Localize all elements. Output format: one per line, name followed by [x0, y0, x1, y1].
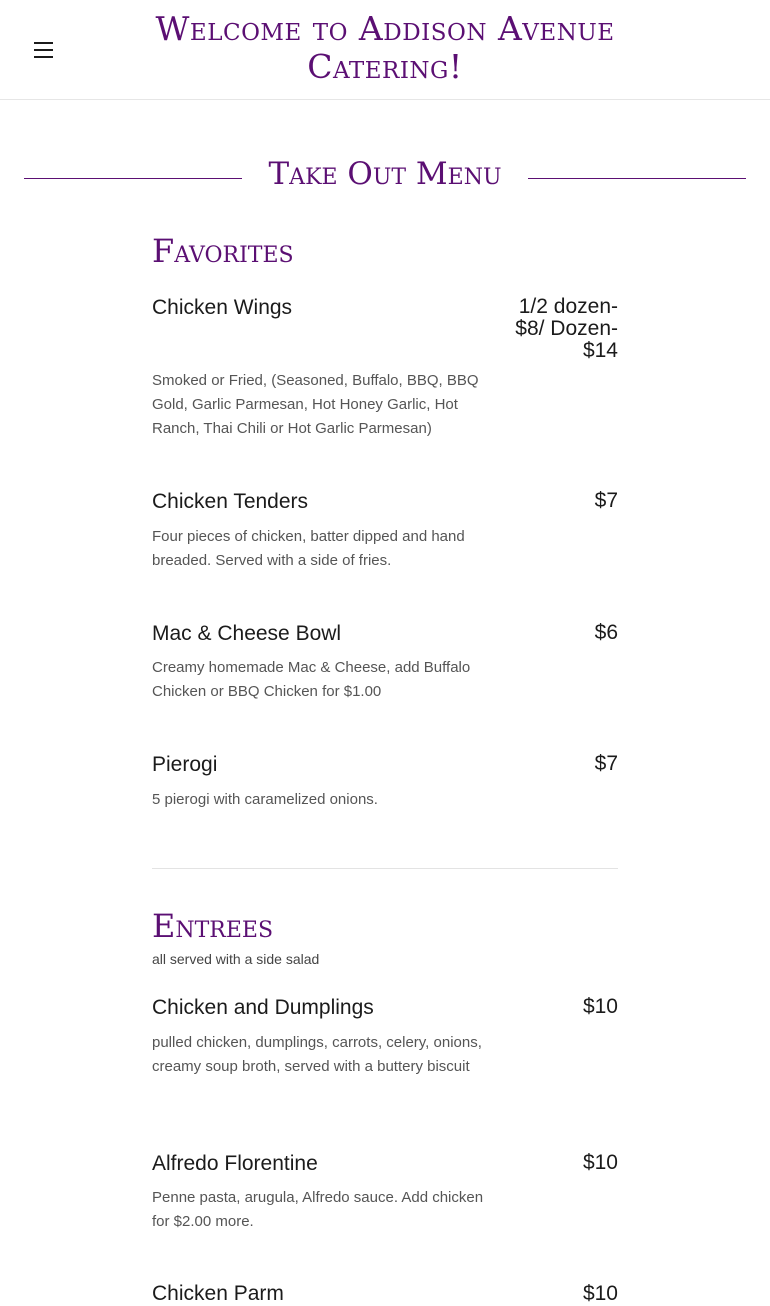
- item-price: $10: [582, 995, 618, 1018]
- item-description: Smoked or Fried, (Seasoned, Buffalo, BBQ, BBQ Gold, Garlic Parmesan, Hot Honey Garlic, Hot Ranch, Thai Chili or Hot Garlic Parmesan): [152, 372, 479, 437]
- section-title: Take Out Menu: [268, 156, 502, 192]
- item-name: Chicken Tenders: [152, 490, 309, 513]
- heading-rule-left: [24, 178, 242, 179]
- item-name: Mac & Cheese Bowl: [152, 622, 342, 645]
- menu-bar: [34, 49, 53, 51]
- site-header: [0, 0, 770, 100]
- category-divider: [152, 868, 618, 869]
- item-price: $7: [594, 752, 618, 775]
- menu-bar: [34, 56, 53, 58]
- item-name: Chicken Wings: [152, 296, 293, 319]
- item-name: Chicken Parm: [152, 1282, 284, 1305]
- section-heading: [24, 150, 746, 200]
- site-title[interactable]: [130, 10, 640, 86]
- item-name: Pierogi: [152, 753, 218, 776]
- item-name: Chicken and Dumplings: [152, 996, 374, 1019]
- heading-rule-right: [528, 178, 746, 179]
- menu-bar: [34, 42, 53, 44]
- item-description: Four pieces of chicken, batter dipped and hand breaded. Served with a side of fries.: [152, 528, 465, 569]
- item-price-line: $14: [582, 339, 618, 362]
- item-price-line: 1/2 dozen-: [518, 295, 618, 318]
- item-price: $10: [582, 1151, 618, 1174]
- item-price: [515, 296, 618, 362]
- category-title-entrees: Entrees: [152, 907, 274, 945]
- item-description: Creamy homemade Mac & Cheese, add Buffalo Chicken or BBQ Chicken for $1.00: [152, 659, 471, 700]
- item-name: Alfredo Florentine: [152, 1152, 318, 1175]
- site-title-line-2: Catering!: [307, 47, 463, 86]
- item-description: 5 pierogi with caramelized onions.: [152, 791, 378, 808]
- site-title-line-1: Welcome to Addison Avenue: [155, 9, 615, 48]
- category-subtitle: all served with a side salad: [152, 951, 320, 967]
- item-price: $10: [582, 1282, 618, 1305]
- hamburger-menu-icon[interactable]: [30, 38, 58, 62]
- item-price: $6: [594, 621, 618, 644]
- item-price: $7: [594, 489, 618, 512]
- category-title-favorites: Favorites: [152, 232, 294, 270]
- item-description: Penne pasta, arugula, Alfredo sauce. Add chicken for $2.00 more.: [152, 1189, 484, 1230]
- item-description: pulled chicken, dumplings, carrots, celery, onions, creamy soup broth, served with a buttery biscuit: [152, 1034, 482, 1075]
- item-price-line: $8/ Dozen-: [515, 317, 618, 340]
